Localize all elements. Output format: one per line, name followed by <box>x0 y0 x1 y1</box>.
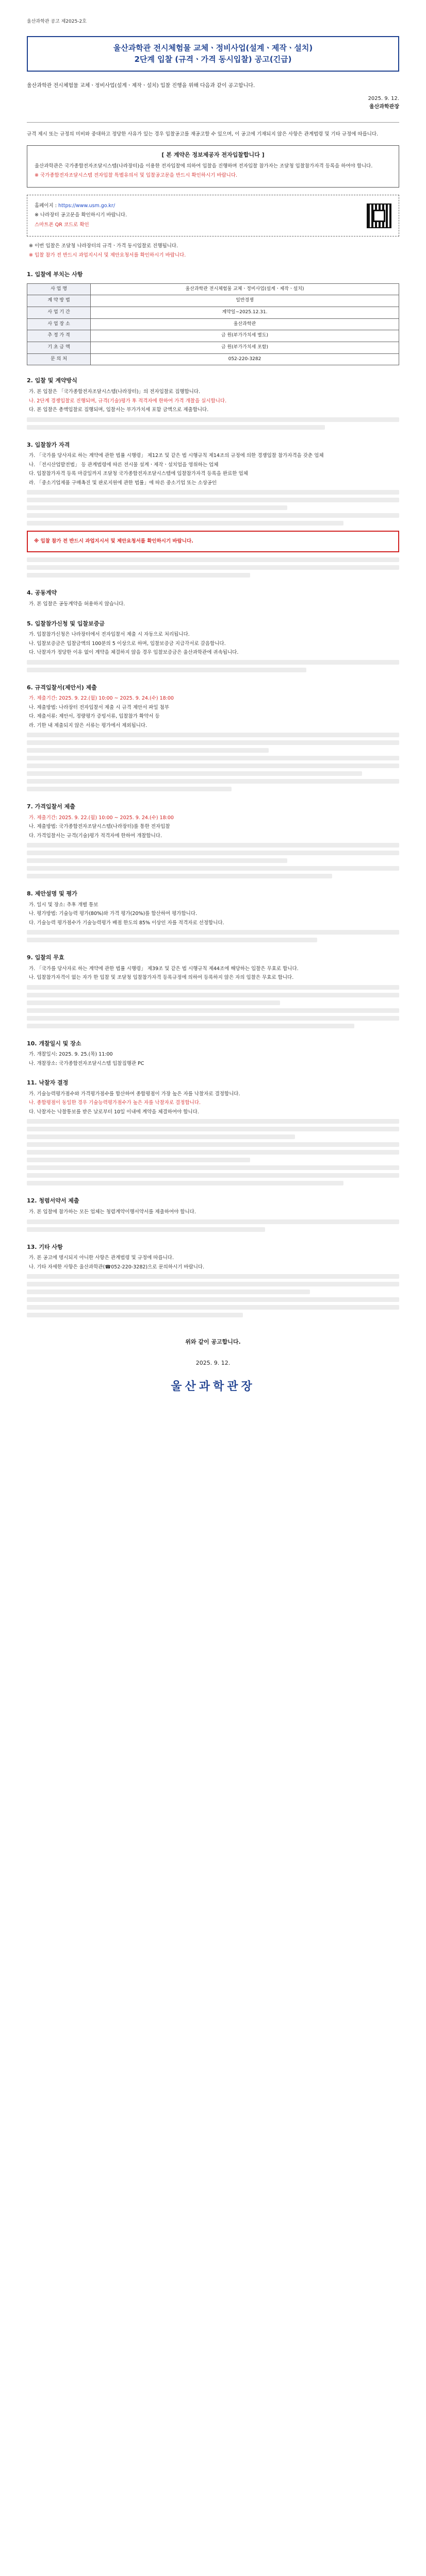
homepage-note: ※ 나라장터 공고문을 확인하시기 바랍니다. <box>35 212 127 218</box>
box-line: ※ 국가종합전자조달시스템 전자입찰 특별유의서 및 입찰공고문을 반드시 확인하시기 바랍니다. <box>35 173 238 179</box>
section-item: 라. 「중소기업제품 구매촉진 및 판로지원에 관한 법률」에 따른 중소기업 또는 소상공인 <box>29 480 217 486</box>
qr-row <box>35 200 391 231</box>
closing-line: 위와 같이 공고합니다. <box>185 1338 241 1346</box>
qr-caption: 스마트폰 QR 코드로 확인 <box>35 222 89 228</box>
table-row: 사 업 기 간 계약일~2025.12.31. <box>27 307 399 319</box>
pre-note: ※ 입찰 참가 전 반드시 과업지시서 및 제안요청서를 확인하시기 바랍니다. <box>29 252 186 258</box>
homepage-box <box>27 195 399 236</box>
section-item: 나. 개찰장소: 국가종합전자조달시스템 입찰집행관 PC <box>29 1060 144 1066</box>
section-title: 6. 규격입찰서(제안서) 제출 <box>27 684 97 691</box>
section-item: 다. 낙찰자는 낙찰통보를 받은 날로부터 10일 이내에 계약을 체결하여야 합니다. <box>29 1109 199 1115</box>
section-item: 가. 제출기간: 2025. 9. 22.(월) 10:00 ~ 2025. 9. 24.(수) 18:00 <box>29 815 174 821</box>
title-line-2: 2단계 입찰 (규격ㆍ가격 동시입찰) 공고(긴급) <box>134 55 292 64</box>
section-item: 가. 제출기간: 2025. 9. 22.(월) 10:00 ~ 2025. 9. 24.(수) 18:00 <box>29 696 174 702</box>
closing-org: 울산과학관장 <box>171 1380 255 1393</box>
intro-text: 울산과학관 전시체험물 교체ㆍ정비사업(설계ㆍ제작ㆍ설치) 입찰 진행을 위해 다음과 같이 공고합니다. <box>27 83 255 89</box>
section-item: 나. 기타 자세한 사항은 울산과학관(☎052-220-3282)으로 문의하시기 바랍니다. <box>29 1264 205 1270</box>
section-item: 나. 「전시산업발전법」 등 관계법령에 따른 전시물 설계ㆍ제작ㆍ설치업을 영위하는 업체 <box>29 462 219 468</box>
section-title: 3. 입찰참가 자격 <box>27 441 70 448</box>
section-item: 나. 입찰참가자격이 없는 자가 한 입찰 및 조달청 입찰참가자격 등록규정에 의하여 등록하지 않은 자의 입찰은 무효로 합니다. <box>29 975 294 981</box>
section-title: 4. 공동계약 <box>27 589 57 597</box>
section-item: 나. 평가방법: 기술능력 평가(80%)와 가격 평가(20%)를 합산하여 평가합니다. <box>29 911 198 917</box>
section-item: 다. 본 입찰은 총액입찰로 집행되며, 입찰서는 부가가치세 포함 금액으로 제출합니다. <box>29 407 209 413</box>
e-bid-notice-box <box>27 145 399 188</box>
table-row: 사 업 명 울산과학관 전시체험물 교체ㆍ정비사업(설계ㆍ제작ㆍ설치) <box>27 283 399 295</box>
section-title: 7. 가격입찰서 제출 <box>27 803 75 810</box>
homepage-label: 홈페이지 <box>35 202 54 209</box>
closing-date: 2025. 9. 12. <box>195 1359 231 1366</box>
section-title: 5. 입찰참가신청 및 입찰보증금 <box>27 620 105 627</box>
section-title: 1. 입찰에 부치는 사항 <box>27 271 83 278</box>
title-box <box>27 36 399 72</box>
section-item: 나. 2단계 경쟁입찰로 진행되며, 규격(기술)평가 후 적격자에 한하여 가격 개찰을 실시합니다. <box>29 398 227 404</box>
homepage-text: 홈페이지 : https://www.usm.go.kr/ ※ 나라장터 공고문을 확인하시기 바랍니다. 스마트폰 QR 코드로 확인 <box>35 200 359 231</box>
section-item: 가. 개찰일시: 2025. 9. 25.(목) 11:00 <box>29 1052 113 1058</box>
pre-note: ※ 이번 입찰은 조달청 나라장터의 규격ㆍ가격 동시입찰로 진행됩니다. <box>29 243 178 249</box>
homepage-link[interactable]: https://www.usm.go.kr/ <box>58 202 116 209</box>
section-title: 8. 제안설명 및 평가 <box>27 890 77 897</box>
lead-paragraph: 규격 제시 또는 규정의 미비와 중대하고 정당한 사유가 있는 경우 입찰공고를 재공고할 수 있으며, 이 공고에 기재되지 않은 사항은 관계법령 및 기타 규정에 따릅니다. <box>27 131 379 137</box>
section-title: 2. 입찰 및 계약방식 <box>27 377 77 384</box>
divider <box>27 122 399 123</box>
warning-box <box>27 531 399 552</box>
section-item: 다. 제출서류: 제안서, 정량평가 증빙서류, 입찰참가 확약서 등 <box>29 714 160 720</box>
table-row: 문 의 처 052-220-3282 <box>27 353 399 365</box>
issue-date: 2025. 9. 12. <box>368 96 399 102</box>
table-row: 계 약 방 법 일반경쟁 <box>27 295 399 307</box>
section-item: 가. 본 입찰에 참가하는 모든 업체는 청렴계약이행서약서를 제출하여야 합니다. <box>29 1209 196 1215</box>
notice-number: 울산과학관 공고 제2025-2호 <box>27 19 87 24</box>
table-row: 사 업 장 소 울산과학관 <box>27 318 399 330</box>
section-item: 가. 본 입찰은 「국가종합전자조달시스템(나라장터)」의 전자입찰로 집행합니다. <box>29 389 201 395</box>
section-item: 가. 본 입찰은 공동계약을 허용하지 않습니다. <box>29 601 125 607</box>
title-line-1: 울산과학관 전시체험물 교체ㆍ정비사업(설계ㆍ제작ㆍ설치) <box>113 43 313 53</box>
issue-block <box>27 95 399 110</box>
section-item: 다. 입찰참가자격 등록 마감일까지 조달청 국가종합전자조달시스템에 입찰참가자격 등록을 완료한 업체 <box>29 471 248 477</box>
section-title: 10. 개찰일시 및 장소 <box>27 1040 81 1047</box>
issue-org: 울산과학관장 <box>369 104 399 110</box>
section-title: 9. 입찰의 무효 <box>27 954 64 961</box>
overview-table <box>27 283 399 366</box>
section-item: 가. 「국가를 당사자로 하는 계약에 관한 법률 시행령」 제12조 및 같은 법 시행규칙 제14조의 규정에 의한 경쟁입찰 참가자격을 갖춘 업체 <box>29 453 324 459</box>
table-row: 추 정 가 격 금 원(부가가치세 별도) <box>27 330 399 342</box>
section-title: 13. 기타 사항 <box>27 1243 63 1250</box>
section-item: 다. 가격입찰서는 규격(기술)평가 적격자에 한하여 개찰합니다. <box>29 833 162 839</box>
section-item: 가. 「국가를 당사자로 하는 계약에 관한 법률 시행령」 제39조 및 같은 법 시행규칙 제44조에 해당하는 입찰은 무효로 합니다. <box>29 965 299 972</box>
section-item: 가. 일시 및 장소: 추후 개별 통보 <box>29 902 99 908</box>
section-item: 가. 본 공고에 명시되지 아니한 사항은 관계법령 및 규정에 따릅니다. <box>29 1255 174 1261</box>
section-item: 나. 제출방법: 국가종합전자조달시스템(나라장터)를 통한 전자입찰 <box>29 824 170 830</box>
section-item: 나. 종합평점이 동일한 경우 기술능력평가점수가 높은 자를 낙찰자로 결정합니다. <box>29 1100 201 1106</box>
section-title: 11. 낙찰자 결정 <box>27 1079 69 1087</box>
qr-code-icon <box>367 204 391 228</box>
section-item: 라. 기한 내 제출되지 않은 서류는 평가에서 제외됩니다. <box>29 722 148 728</box>
section-title: 12. 청렴서약서 제출 <box>27 1197 79 1205</box>
section-item: 다. 기술능력 평가점수가 기술능력평가 배점 한도의 85% 이상인 자를 적격자로 선정합니다. <box>29 920 224 926</box>
table-row: 기 초 금 액 금 원(부가가치세 포함) <box>27 342 399 354</box>
section-item: 다. 낙찰자가 정당한 이유 없이 계약을 체결하지 않을 경우 입찰보증금은 울산과학관에 귀속됩니다. <box>29 650 239 656</box>
box-title: [ 본 계약은 정보제공자 전자입찰합니다 ] <box>161 151 265 159</box>
section-item: 나. 제출방법: 나라장터 전자입찰서 제출 시 규격 제안서 파일 첨부 <box>29 704 170 710</box>
section-item: 가. 입찰참가신청은 나라장터에서 전자입찰서 제출 시 자동으로 처리됩니다. <box>29 632 190 638</box>
box-line: 울산과학관은 국가종합전자조달시스템(나라장터)을 이용한 전자입찰에 의하여 입찰을 진행하며 전자입찰 참가자는 조달청 입찰참가자격 등록을 하여야 합니다. <box>35 163 373 169</box>
warning-text: ※ 입찰 참가 전 반드시 과업지시서 및 제안요청서를 확인하시기 바랍니다. <box>34 538 193 544</box>
section-item: 나. 입찰보증금은 입찰금액의 100분의 5 이상으로 하며, 입찰보증금 지급각서로 갈음합니다. <box>29 640 226 647</box>
section-item: 가. 기술능력평가점수와 가격평가점수를 합산하여 종합평점이 가장 높은 자를 낙찰자로 결정합니다. <box>29 1091 240 1097</box>
